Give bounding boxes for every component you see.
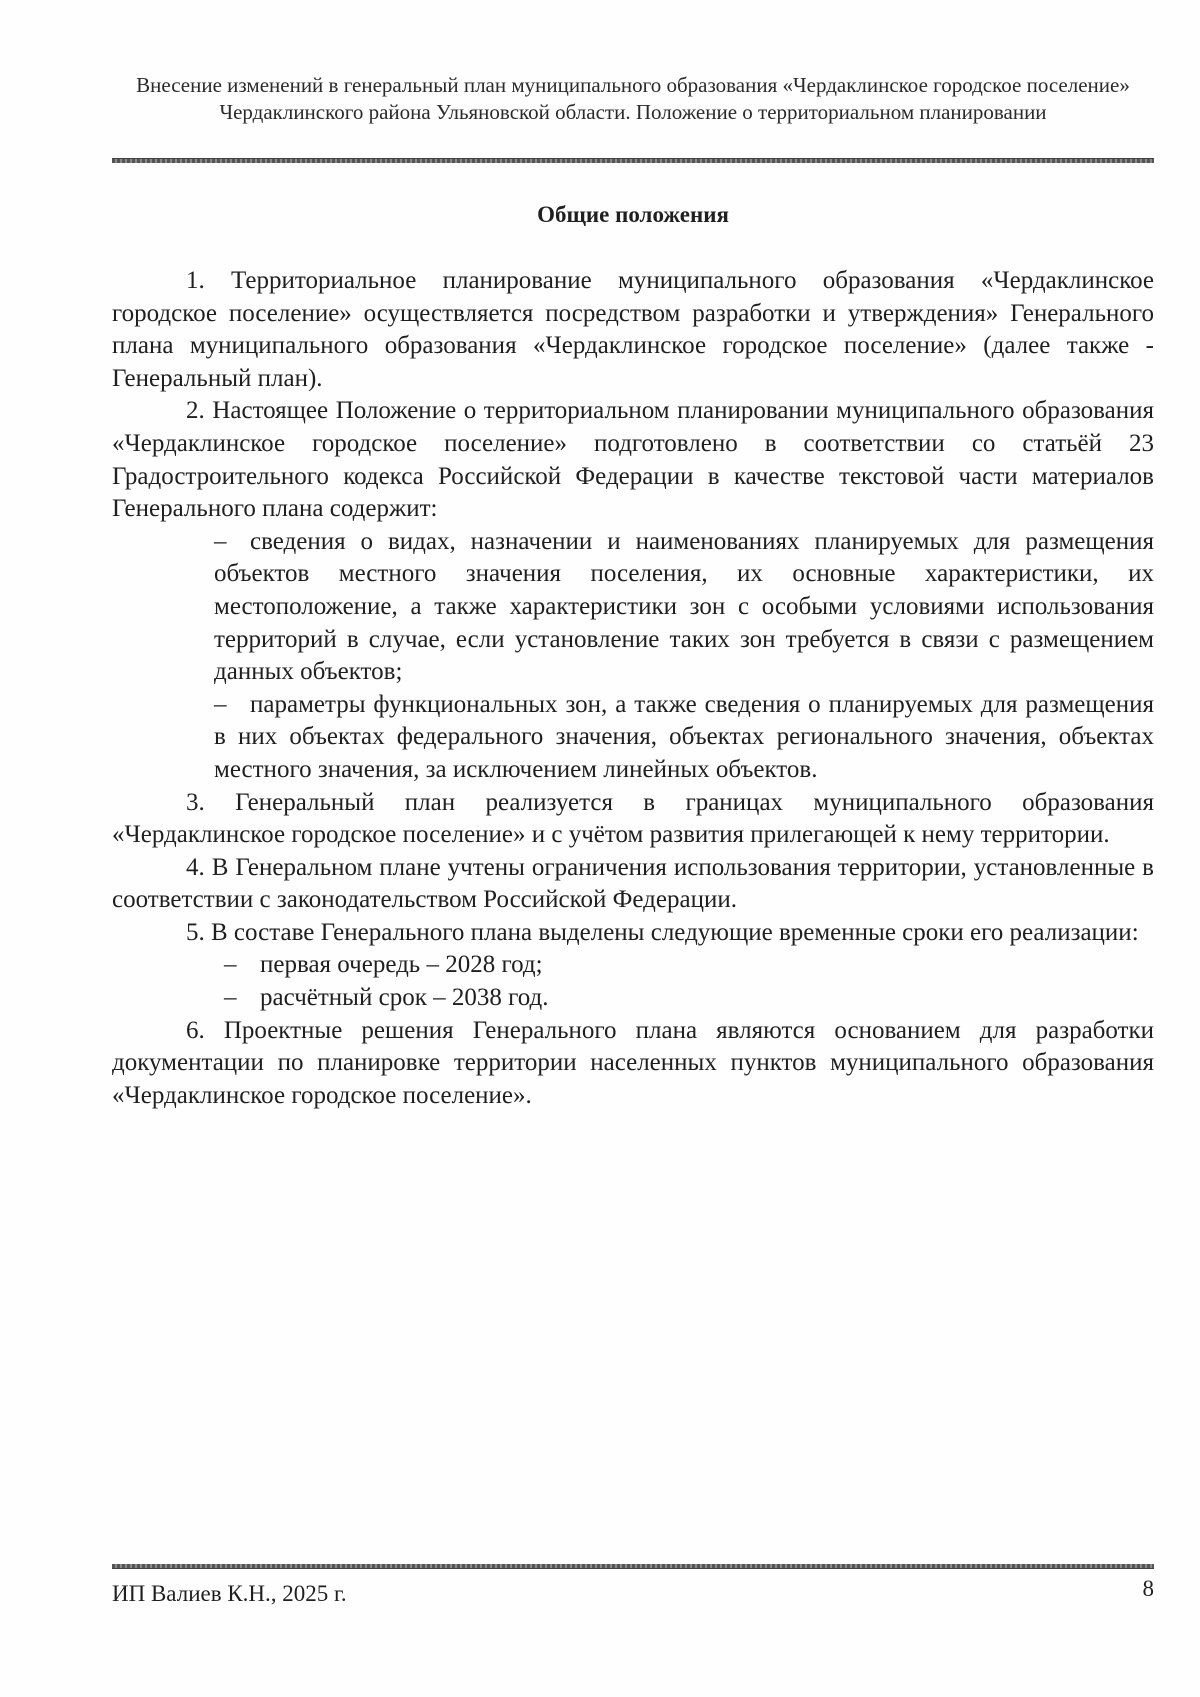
paragraph-4: 4. В Генеральном плане учтены ограничения использования территории, установленные в соответствии с законодательством Российской Федерации. [112, 853, 1154, 914]
section-title: Общие положения [537, 202, 729, 227]
paragraph-1: 1. Территориальное планирование муниципального образования «Чердаклинское городское поселение» осуществляется посредством разработки и утверждения» Генерального плана муниципального образования «Чердаклинское городское поселение» (далее также - Генеральный план). [112, 267, 1154, 392]
paragraph-6: 6. Проектные решения Генерального плана являются основанием для разработки документации по планировке территории населенных пунктов муниципального образования «Чердаклинское городское поселение». [112, 1016, 1154, 1109]
list-item: – параметры функциональных зон, а также сведения о планируемых для размещения в них объектах федерального значения, объектах регионального значения, объектах местного значения, за исключением линейных объектов. [214, 690, 1154, 783]
paragraph-5: 5. В составе Генерального плана выделены следующие временные сроки его реализации: [186, 918, 1139, 946]
header-divider [112, 158, 1154, 163]
footer-divider [112, 1564, 1154, 1569]
dash-marker: – [224, 984, 237, 1012]
dash-marker: – [214, 527, 227, 555]
list-item: – сведения о видах, назначении и наименованиях планируемых для размещения объектов местного значения поселения, их основные характеристики, их местоположение, а также характеристики зон с особыми условиями использования территорий в случае, если установление таких зон требуется в связи с размещением данных объектов; [214, 527, 1154, 686]
dash-marker: – [224, 951, 237, 979]
paragraph-2-list [112, 526, 1154, 787]
paragraph-3: 3. Генеральный план реализуется в границах муниципального образования «Чердаклинское городское поселение» и с учётом развития прилегающей к нему территории. [112, 788, 1154, 849]
document-body [112, 265, 1154, 1112]
paragraph-2: 2. Настоящее Положение о территориальном планировании муниципального образования «Чердаклинское городское поселение» подготовлено в соответствии со статьёй 23 Градостроительного кодекса Российской Федерации в качестве текстовой части материалов Генерального плана содержит: [112, 397, 1154, 523]
list-item: – расчётный срок – 2038 год. [224, 982, 1154, 1015]
list-item: – первая очередь – 2028 год; [224, 949, 1154, 982]
paragraph-5-list [112, 949, 1154, 1014]
footer-author: ИП Валиев К.Н., 2025 г. [112, 1581, 347, 1606]
dash-marker: – [214, 690, 227, 718]
page-number: 8 [1142, 1576, 1154, 1601]
running-header: Внесение изменений в генеральный план муниципального образования «Чердаклинское городское поселение» Чердаклинского района Ульяновской области. Положение о территориальном планировании [136, 73, 1130, 124]
